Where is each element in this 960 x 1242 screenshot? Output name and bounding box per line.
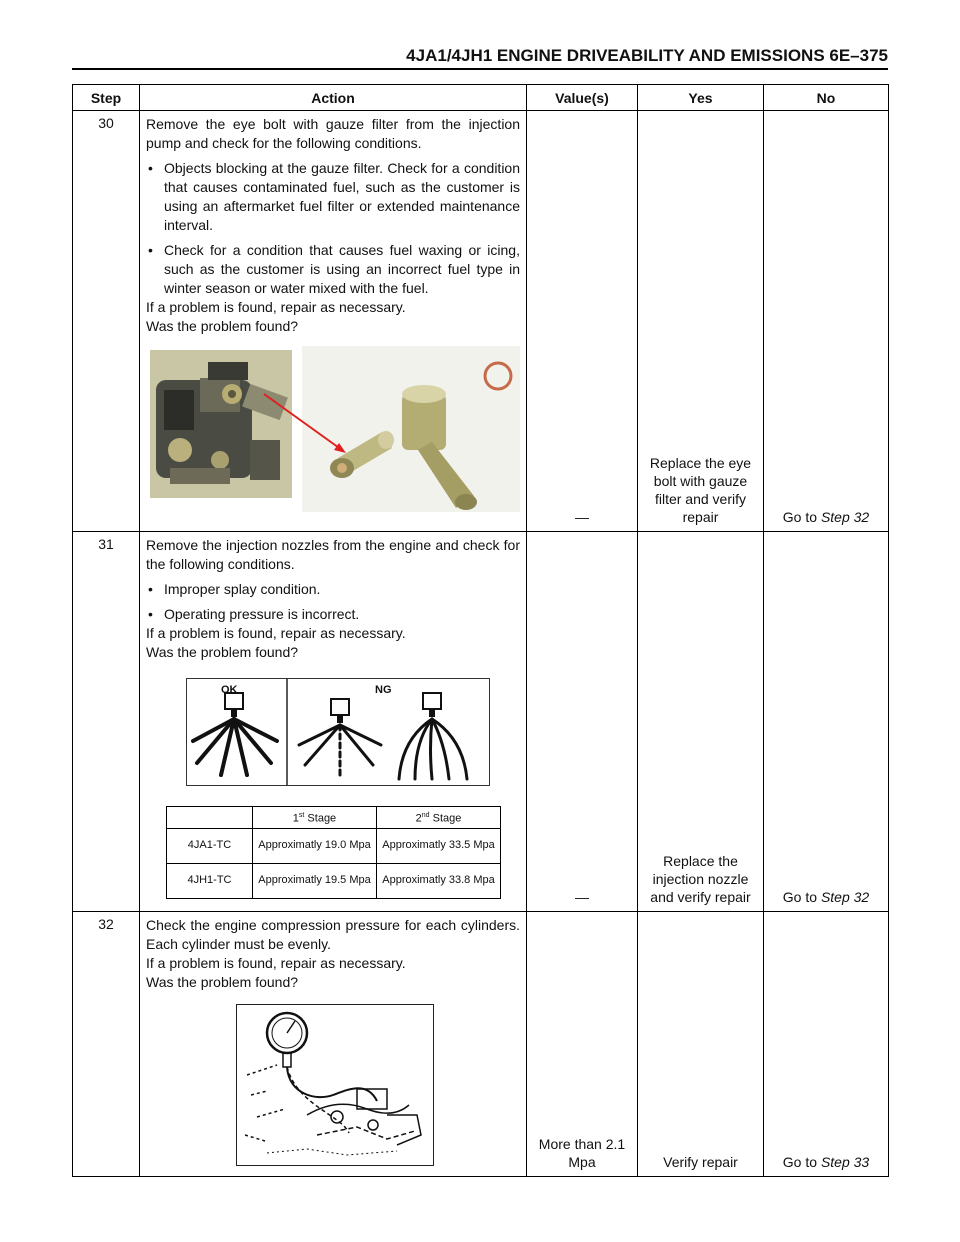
action-intro: Remove the eye bolt with gauze filter from the injection pump and check for the following conditions.	[146, 116, 520, 151]
table-cell	[167, 807, 253, 829]
table-row-step-32	[73, 912, 889, 1177]
ng-label: NG	[375, 684, 392, 696]
header-yes: Yes	[638, 85, 764, 111]
nozzle-pressure-table	[166, 806, 501, 899]
step-number: 32	[73, 912, 140, 1177]
list-item: • Operating pressure is incorrect.	[148, 606, 360, 622]
engine-cell: 4JH1-TC	[167, 863, 253, 898]
list-item: • Improper splay condition.	[148, 581, 321, 597]
bullet-text: Objects blocking at the gauze filter. Check for a condition that causes contaminated fuel, such as the customer is using an aftermarket fuel filter or extended maintenance interval.	[164, 160, 520, 233]
action-question: Was the problem found?	[146, 974, 299, 990]
table-row-step-30	[73, 111, 889, 532]
value-cell: —	[527, 111, 638, 532]
table-header-row	[73, 85, 889, 111]
step-link: Step 32	[820, 509, 870, 525]
value-cell: —	[527, 532, 638, 912]
yes-cell: Replace the eye bolt with gauze filter and verify repair	[638, 111, 764, 532]
list-item: • Objects blocking at the gauze filter. Check for a condition that causes contaminated fuel, such as the customer is using an aftermarket fuel filter or extended maintenance interval.	[148, 160, 520, 233]
table-row	[167, 807, 501, 829]
action-question: Was the problem found?	[146, 644, 299, 660]
no-cell: Go to Step 32	[764, 532, 889, 912]
table-row-step-31	[73, 532, 889, 912]
stage-1-header: 1st Stage	[253, 807, 377, 829]
action-intro: Remove the injection nozzles from the engine and check for the following conditions.	[146, 537, 520, 572]
bullet-text: Improper splay condition.	[164, 581, 321, 597]
action-cell	[140, 111, 527, 532]
no-cell: Go to Step 32	[764, 111, 889, 532]
header-step: Step	[73, 85, 140, 111]
action-cell	[140, 912, 527, 1177]
header-values: Value(s)	[527, 85, 638, 111]
action-intro: Check the engine compression pressure for each cylinders. Each cylinder must be evenly.	[146, 917, 520, 952]
pointer-arrow	[146, 350, 526, 520]
engine-cell: 4JA1-TC	[167, 828, 253, 863]
step-link: Step 32	[820, 889, 870, 905]
action-question: Was the problem found?	[146, 318, 299, 334]
yes-cell: Replace the injection nozzle and verify repair	[638, 532, 764, 912]
table-row	[167, 828, 501, 863]
step-link: Step 33	[820, 1154, 870, 1170]
header-no: No	[764, 85, 889, 111]
action-outro: If a problem is found, repair as necessary.	[146, 625, 406, 641]
stage-1-cell: Approximatly 19.5 Mpa	[253, 863, 377, 898]
no-cell: Go to Step 33	[764, 912, 889, 1177]
diagnostic-table	[72, 84, 889, 1177]
step-number: 31	[73, 532, 140, 912]
stage-2-header: 2nd Stage	[377, 807, 501, 829]
page-header	[72, 44, 888, 70]
step-number: 30	[73, 111, 140, 532]
list-item: • Check for a condition that causes fuel waxing or icing, such as the customer is using an incorrect fuel type in winter season or water mixed with the fuel.	[148, 242, 520, 296]
eye-bolt-figure	[146, 350, 520, 520]
value-cell: More than 2.1 Mpa	[527, 912, 638, 1177]
action-outro: If a problem is found, repair as necessary.	[146, 955, 406, 971]
action-cell	[140, 532, 527, 912]
stage-1-cell: Approximatly 19.0 Mpa	[253, 828, 377, 863]
page-title: 4JA1/4JH1 ENGINE DRIVEABILITY AND EMISSIONS 6E–375	[406, 46, 888, 65]
header-action: Action	[140, 85, 527, 111]
ok-label: OK	[221, 684, 238, 696]
compression-test-figure	[146, 1004, 520, 1170]
stage-2-cell: Approximatly 33.5 Mpa	[377, 828, 501, 863]
bullet-text: Operating pressure is incorrect.	[164, 606, 360, 622]
yes-cell: Verify repair	[638, 912, 764, 1177]
bullet-text: Check for a condition that causes fuel waxing or icing, such as the customer is using an incorrect fuel type in winter season or water mixed with the fuel.	[164, 242, 520, 296]
action-outro: If a problem is found, repair as necessary.	[146, 299, 406, 315]
spray-pattern-figure	[146, 678, 520, 786]
spray-pattern-diagram	[186, 678, 490, 786]
stage-2-cell: Approximatly 33.8 Mpa	[377, 863, 501, 898]
table-row	[167, 863, 501, 898]
compression-gauge-drawing	[236, 1004, 434, 1166]
